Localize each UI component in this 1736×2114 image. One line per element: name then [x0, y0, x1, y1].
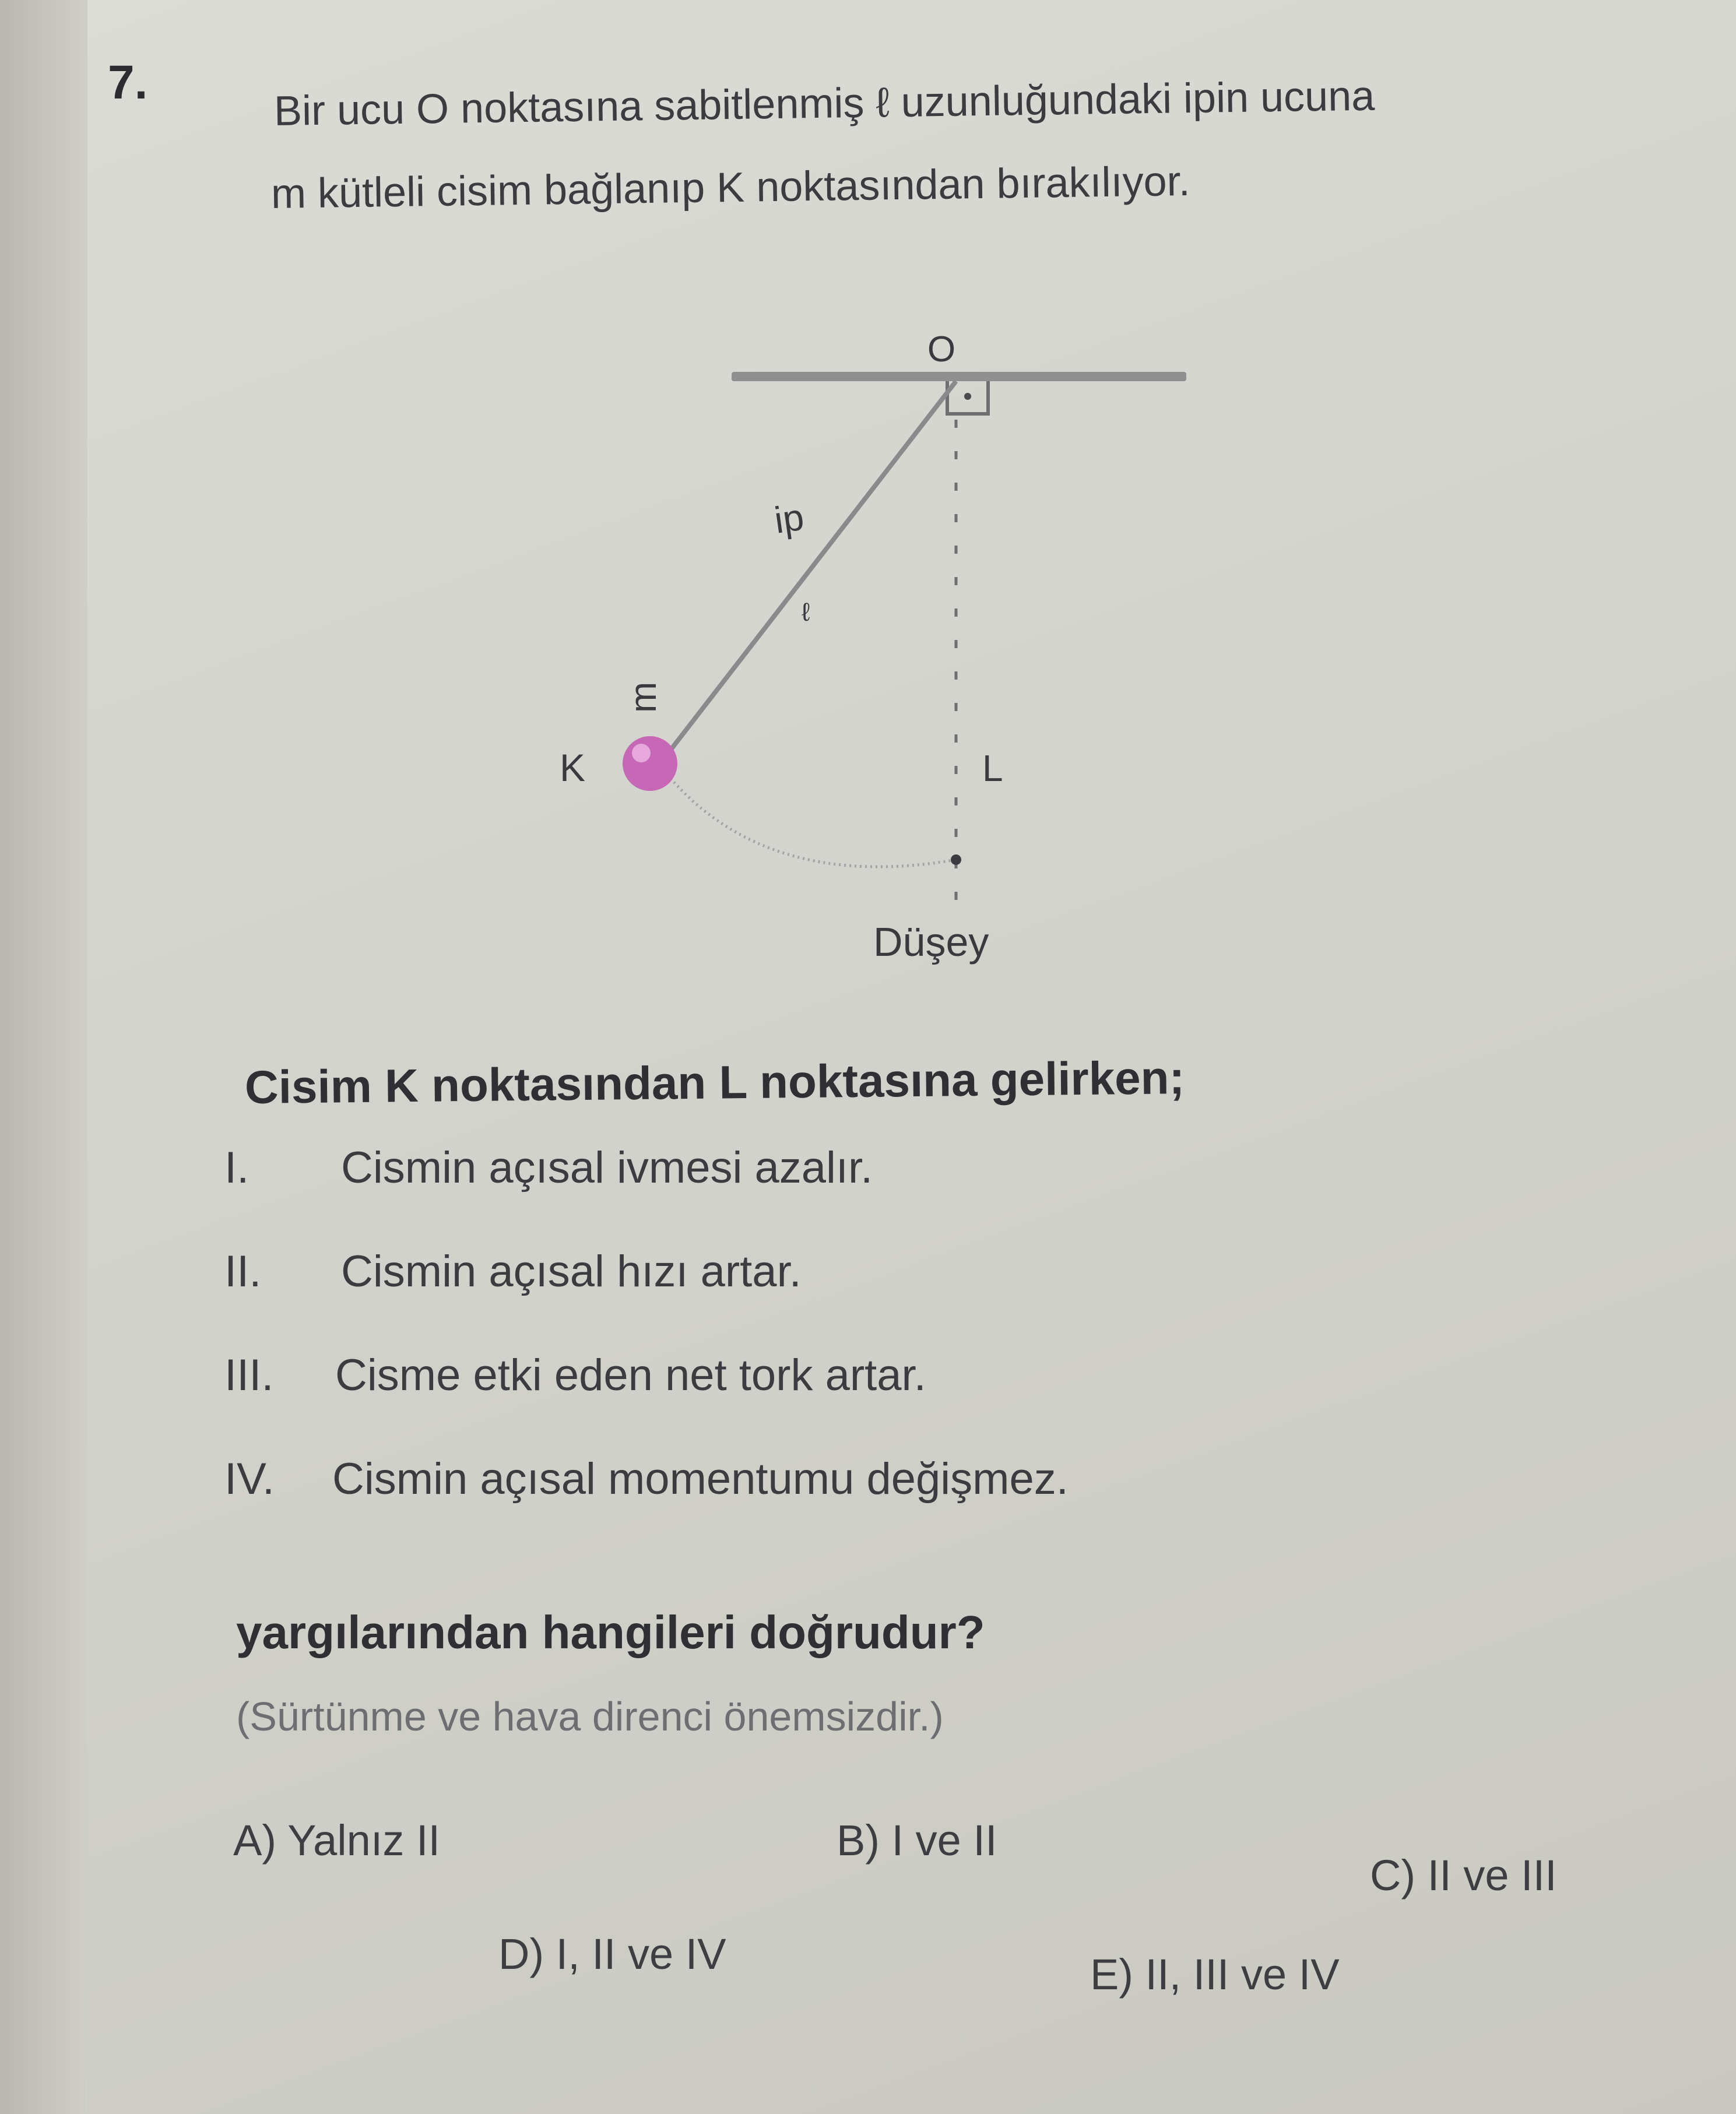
statement-numeral: III.	[224, 1350, 274, 1400]
start-label-K: K	[560, 746, 586, 789]
statement-item	[224, 1142, 1565, 1246]
question-lead: Cisim K noktasından L noktasına gelirken;	[244, 1051, 1185, 1113]
end-label-L: L	[982, 747, 1003, 789]
page-edge	[0, 0, 87, 2114]
swing-arc	[670, 778, 956, 867]
statement-item	[224, 1454, 1565, 1557]
statement-text: Cismin açısal momentumu değişmez.	[332, 1454, 1069, 1504]
question-number: 7.	[108, 56, 148, 109]
pivot-label: O	[927, 329, 956, 370]
question-prompt: yargılarından hangileri doğrudur?	[236, 1606, 985, 1658]
statement-numeral: II.	[224, 1247, 262, 1296]
vertical-label: Düşey	[873, 919, 989, 965]
pendulum-ball	[623, 736, 677, 791]
point-L	[951, 854, 961, 865]
stem-line-2: m kütleli cisim bağlanıp K noktasından bırakılıyor.	[270, 157, 1191, 217]
choice-d[interactable]: D) I, II ve IV	[498, 1930, 726, 1978]
statement-text: Cisme etki eden net tork artar.	[335, 1350, 926, 1400]
choice-a[interactable]: A) Yalnız II	[233, 1816, 441, 1865]
pendulum-string	[665, 381, 956, 758]
statement-numeral: IV.	[224, 1454, 275, 1504]
choice-b[interactable]: B) I ve II	[837, 1816, 997, 1865]
string-label: ip	[771, 495, 807, 541]
ball-highlight	[632, 744, 651, 762]
statement-item	[224, 1246, 1565, 1350]
statement-numeral: I.	[224, 1143, 249, 1193]
statement-item	[224, 1350, 1565, 1454]
question-note: (Sürtünme ve hava direnci önemsizdir.)	[236, 1694, 944, 1739]
stem-line-1: Bir ucu O noktasına sabitlenmiş ℓ uzunluğundaki ipin ucuna	[273, 72, 1375, 135]
statement-list	[224, 1142, 1565, 1557]
choice-c[interactable]: C) II ve III	[1370, 1851, 1557, 1900]
pendulum-diagram	[496, 303, 1253, 1003]
statement-text: Cismin açısal ivmesi azalır.	[341, 1143, 873, 1193]
statement-text: Cismin açısal hızı artar.	[341, 1247, 802, 1296]
choice-e[interactable]: E) II, III ve IV	[1090, 1950, 1340, 1999]
mass-label: m	[622, 681, 664, 713]
question-stem	[270, 70, 1673, 235]
ceiling-bar	[732, 372, 1186, 381]
right-angle-dot	[964, 393, 971, 400]
length-label: ℓ	[802, 598, 810, 627]
